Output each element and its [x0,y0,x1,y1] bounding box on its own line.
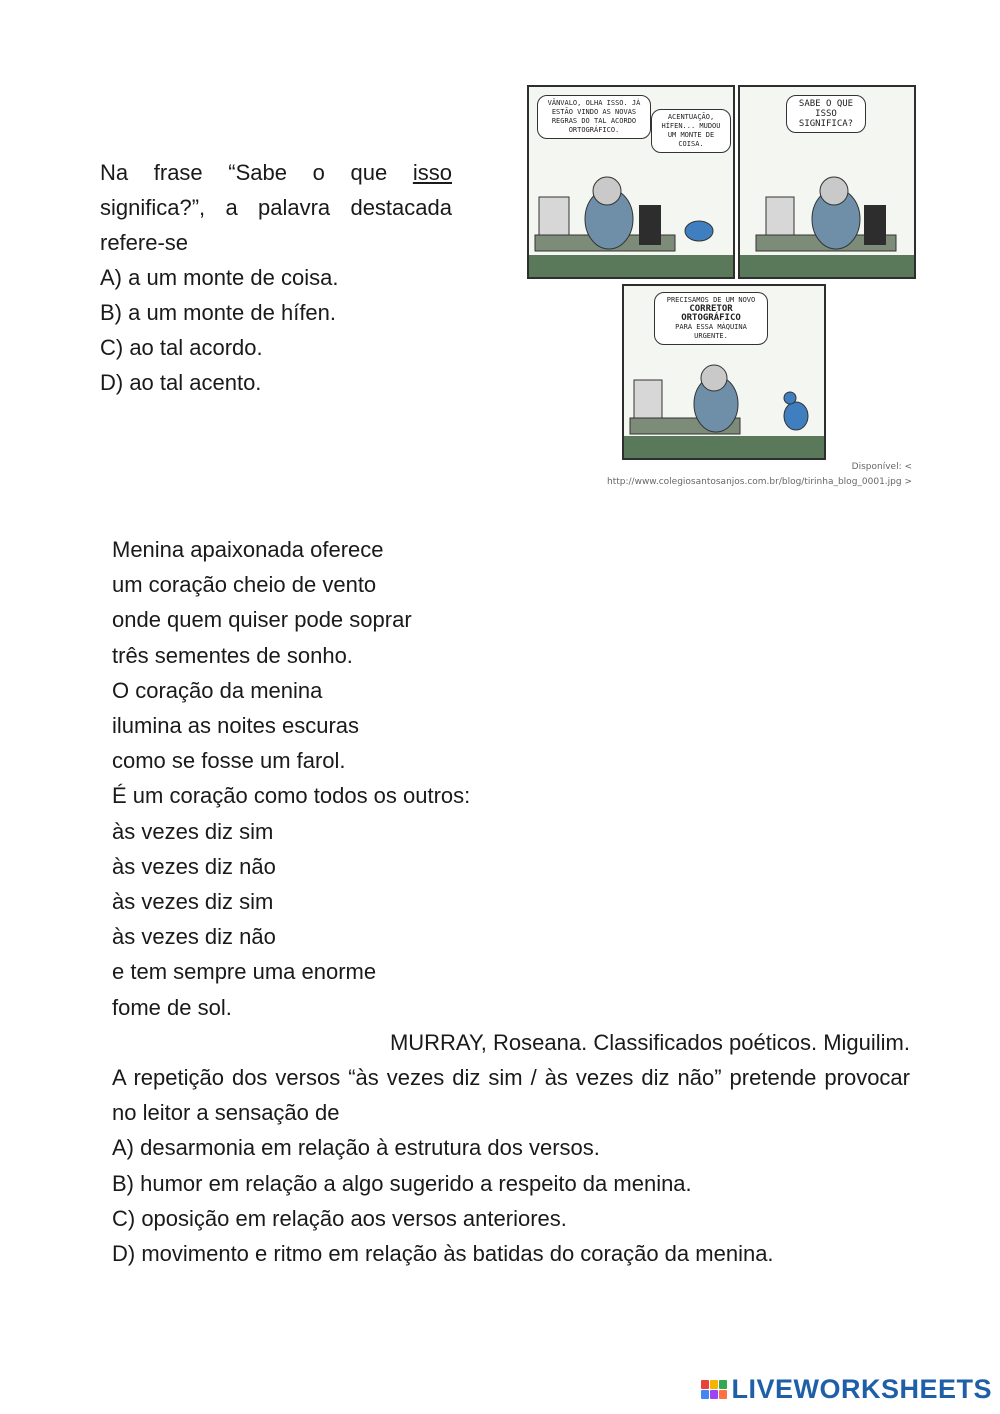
question-2-option-d: D) movimento e ritmo em relação às batidas do coração da menina. [112,1241,774,1267]
comic-illustration [740,157,914,277]
logo-text: LIVEWORKSHEETS [731,1373,992,1404]
question-1-option-b: B) a um monte de hífen. [100,300,337,325]
comic-bubble: VÂNVALO, OLHA ISSO. JÁ ESTÃO VINDO AS NOVAS REGRAS DO TAL ACORDO ORTOGRÁFICO. [537,95,651,139]
question-2-option-b: B) humor em relação a algo sugerido a respeito da menina. [112,1170,692,1196]
logo-mark-icon [701,1380,727,1399]
question-1-stem: Na frase “Sabe o que isso significa?”, a palavra destacada refere-se [100,160,452,255]
poem-line: e tem sempre uma enorme [112,959,377,985]
poem-line: Menina apaixonada oferece [112,537,384,562]
poem-line: fome de sol. [112,994,232,1020]
poem-line: O coração da menina [112,677,323,703]
question-1-option-c: C) ao tal acordo. [100,335,263,360]
question-2-stem: A repetição dos versos “às vezes diz sim / às vezes diz não” pretende provocar no leitor a sensação de [112,1065,910,1126]
poem-line: um coração cheio de vento [112,572,377,598]
highlighted-word: isso [412,160,452,185]
question-2-option-c: C) oposição em relação aos versos anteriores. [112,1205,567,1231]
comic-panel-1 [527,85,735,279]
comic-panel-3 [622,284,826,460]
poem-line: onde quem quiser pode soprar [112,607,412,633]
poem-line: às vezes diz sim [112,889,274,915]
comic-illustration [624,358,824,458]
question-1-option-a: A) a um monte de coisa. [100,265,339,290]
poem-line: três sementes de sonho. [112,642,353,668]
poem-line: É um coração como todos os outros: [112,783,471,809]
comic-bubble: PRECISAMOS DE UM NOVO CORRETOR ORTOGRÁFICO PARA ESSA MÁQUINA URGENTE. [654,292,768,345]
poem-line: às vezes diz não [112,924,276,950]
comic-bubble: ACENTUAÇÃO, HÍFEN... MUDOU UM MONTE DE COISA. [651,109,731,153]
comic-panel-2 [738,85,916,279]
poem-author: MURRAY, Roseana. Classificados poéticos. Miguilim. [389,1029,910,1055]
poem-line: como se fosse um farol. [112,748,346,774]
question-1 [100,155,452,400]
comic-source-caption: Disponível: < http://www.colegiosantosanjos.com.br/blog/tirinha_blog_0001.jpg > [607,462,912,487]
poem-line: às vezes diz sim [112,818,274,844]
liveworksheets-logo [701,1374,992,1404]
poem [112,532,910,1060]
question-2 [112,532,910,1271]
question-1-option-d: D) ao tal acento. [100,370,262,395]
poem-line: às vezes diz não [112,853,276,879]
poem-line: ilumina as noites escuras [112,713,360,739]
comic-bubble: SABE O QUE ISSO SIGNIFICA? [786,95,866,133]
question-2-option-a: A) desarmonia em relação à estrutura dos versos. [112,1135,600,1161]
comic-illustration [529,157,733,277]
